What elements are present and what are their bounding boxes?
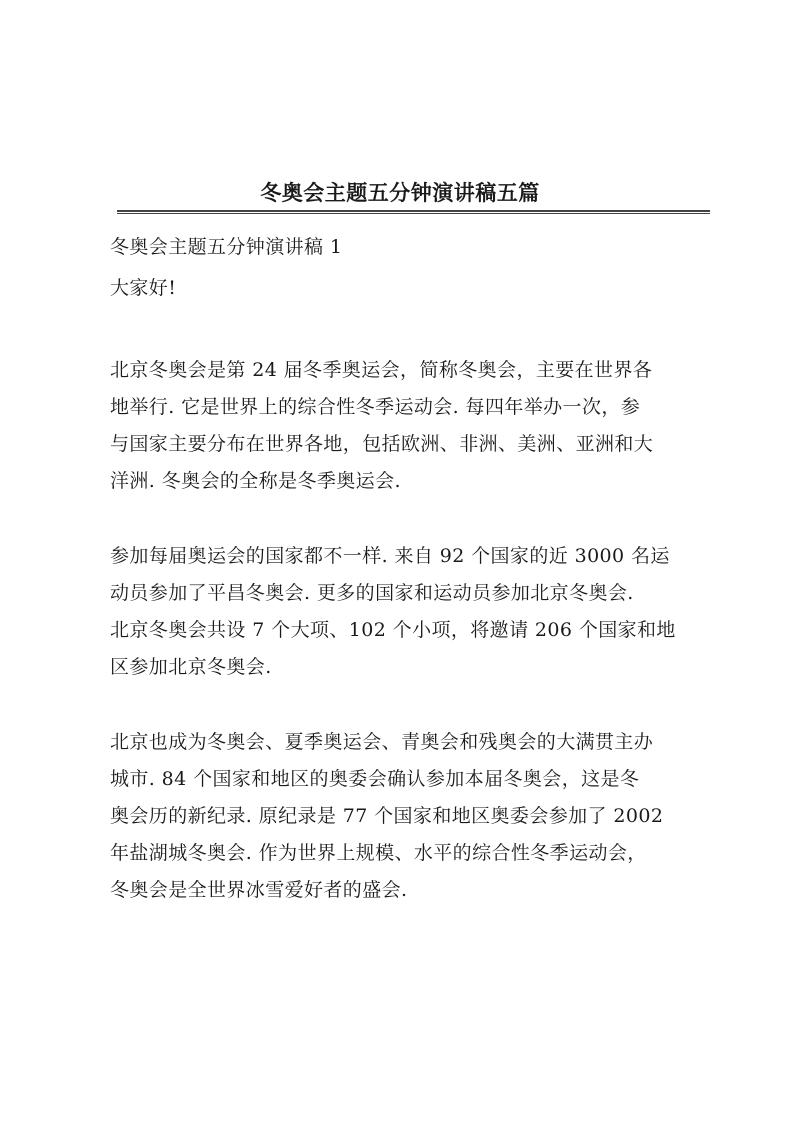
speech-subtitle: 冬奥会主题五分钟演讲稿 1 [110,236,343,258]
paragraph-line: 奥会历的新纪录. 原纪录是 77 个国家和地区奥委会参加了 2002 [110,805,664,827]
paragraph-line: 北京也成为冬奥会、夏季奥运会、青奥会和残奥会的大满贯主办 [110,731,654,753]
paragraph-1 [110,355,710,496]
greeting: 大家好! [110,277,177,299]
paragraph-line: 区参加北京冬奥会. [110,656,272,678]
document-body [110,232,710,905]
paragraph-line: 城市. 84 个国家和地区的奥委会确认参加本届冬奥会，这是冬 [110,768,640,790]
paragraph-line: 动员参加了平昌冬奥会. 更多的国家和运动员参加北京冬奥会. [110,582,634,604]
paragraph-3 [110,727,710,905]
paragraph-line: 北京冬奥会是第 24 届冬季奥运会，简称冬奥会，主要在世界各 [110,359,653,381]
paragraph-line: 冬奥会是全世界冰雪爱好者的盛会. [110,879,408,901]
paragraph-line: 参加每届奥运会的国家都不一样. 来自 92 个国家的近 3000 名运 [110,545,670,567]
paragraph-line: 年盐湖城冬奥会. 作为世界上规模、水平的综合性冬季运动会， [110,842,647,864]
paragraph-2 [110,541,710,682]
page-title: 冬奥会主题五分钟演讲稿五篇 [260,180,540,206]
paragraph-line: 洋洲. 冬奥会的全称是冬季奥运会. [110,470,401,492]
paragraph-line: 地举行. 它是世界上的综合性冬季运动会. 每四年举办一次，参 [110,396,641,418]
paragraph-line: 北京冬奥会共设 7 个大项、102 个小项，将邀请 206 个国家和地 [110,619,676,641]
paragraph-line: 与国家主要分布在世界各地，包括欧洲、非洲、美洲、亚洲和大 [110,433,654,455]
title-divider [117,210,710,214]
